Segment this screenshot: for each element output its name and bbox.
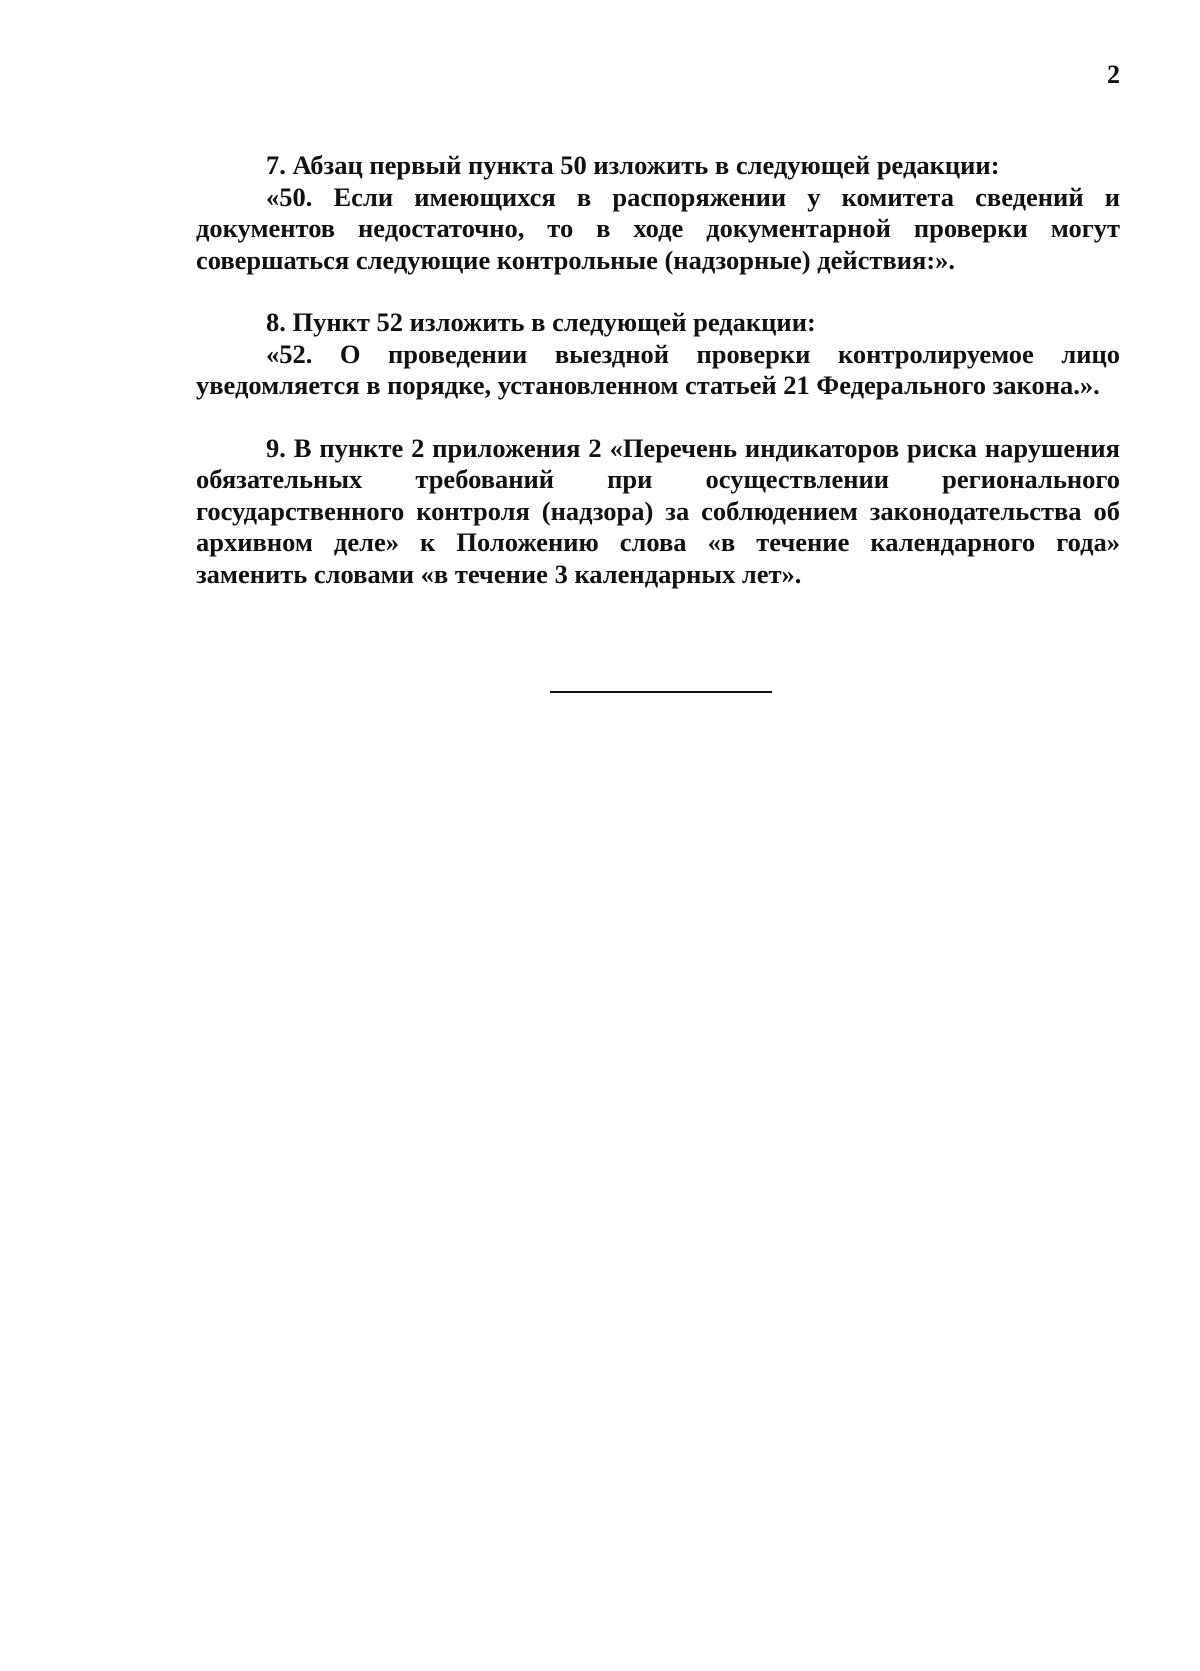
paragraph-item-7-heading: 7. Абзац первый пункта 50 изложить в следующей редакции: (266, 150, 1000, 180)
paragraph-item-8-heading: 8. Пункт 52 изложить в следующей редакции: (266, 307, 816, 337)
paragraph-item-8-text: «52. О проведении выездной проверки контролируемое лицо уведомляется в порядке, установленном статьей 21 Федерального закона.». (196, 338, 1120, 400)
end-divider (550, 691, 772, 693)
paragraph-item-7-text: «50. Если имеющихся в распоряжении у комитета сведений и документов недостаточно, то в ходе документарной проверки могут совершаться следующие контрольные (надзорные) действия:». (196, 181, 1120, 275)
page-number: 2 (1107, 60, 1120, 89)
paragraph-item-9: 9. В пункте 2 приложения 2 «Перечень индикаторов риска нарушения обязательных требований при осуществлении регионального государственного контроля (надзора) за соблюдением законодательства об архивном деле» к Положению слова «в течение календарного года» заменить словами «в течение 3 календарных лет». (196, 432, 1120, 589)
document-body (196, 150, 1120, 590)
